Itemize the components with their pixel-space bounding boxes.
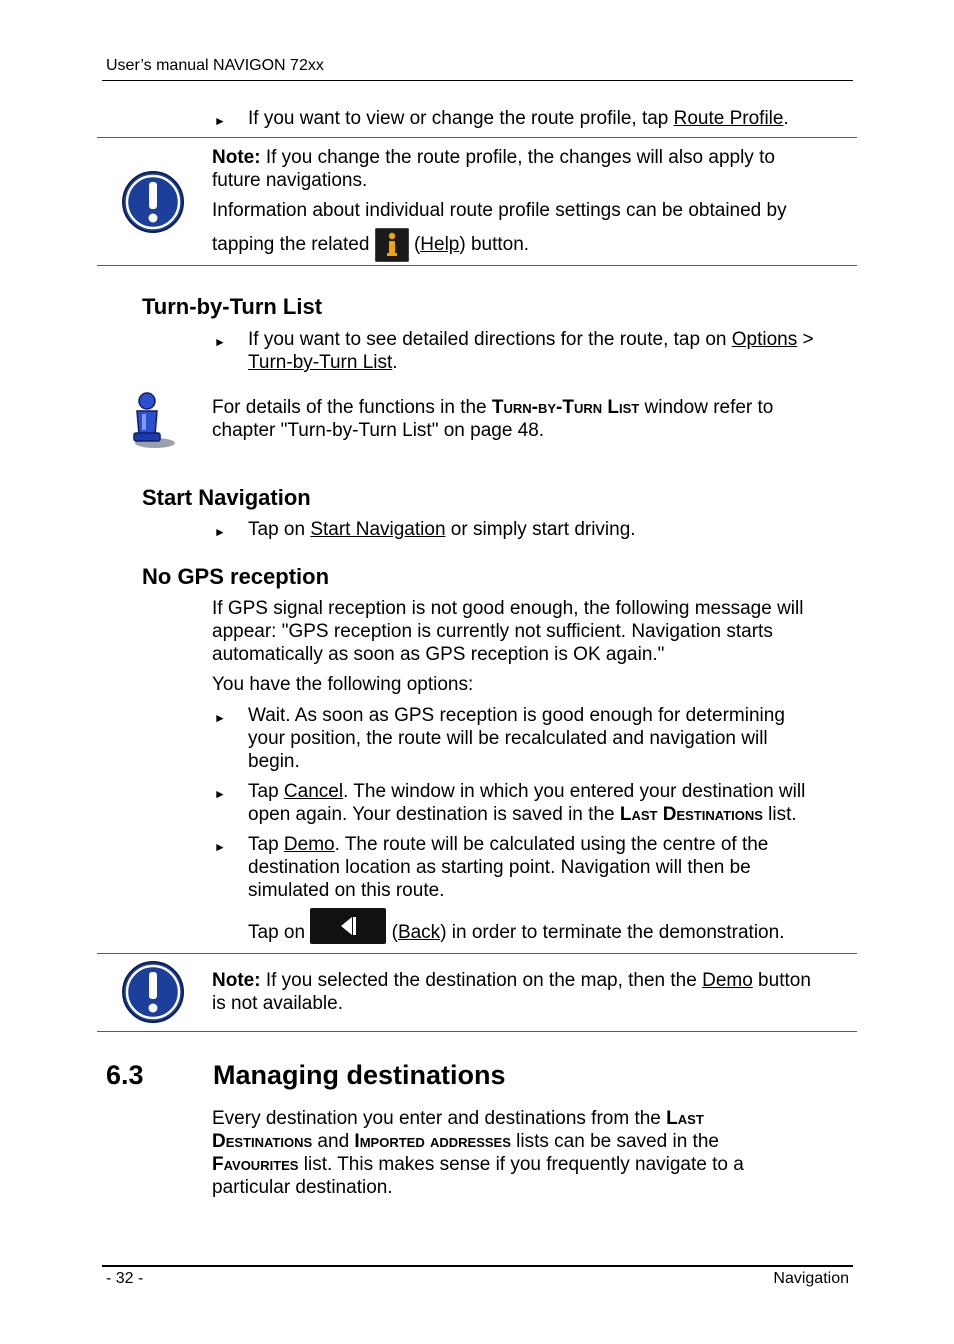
options-link[interactable]: Options bbox=[731, 329, 798, 350]
note1-text: Note: If you change the route profile, the changes will also apply to future navigations. Information about individual route profile settings can be obtained by tapping the related (Help) button. bbox=[212, 146, 787, 262]
start-navigation-heading: Start Navigation bbox=[142, 485, 311, 510]
help-info-button-icon[interactable] bbox=[375, 228, 409, 262]
page-number: - 32 - bbox=[106, 1270, 144, 1287]
triangle-bullet-icon: ► bbox=[214, 335, 226, 349]
triangle-bullet-icon: ► bbox=[214, 525, 226, 539]
note-bottom-rule bbox=[97, 265, 857, 266]
route-profile-link[interactable]: Route Profile bbox=[673, 108, 784, 129]
cancel-option: Tap Cancel. The window in which you entered your destination will open again. Your destination is saved in the Last Destinations list. bbox=[248, 781, 806, 825]
wait-option: Wait. As soon as GPS reception is good enough for determining your position, the route will be recalculated and navigation will begin. bbox=[248, 705, 785, 772]
turn-by-turn-bullet: If you want to see detailed directions for the route, tap on Options > Turn-by-Turn List. bbox=[248, 329, 814, 373]
turn-by-turn-heading: Turn-by-Turn List bbox=[142, 294, 323, 319]
no-gps-paragraph: If GPS signal reception is not good enough, the following message will appear: "GPS reception is currently not sufficient. Navigation starts automatically as soon as GPS reception is OK again." You have the following options: bbox=[212, 598, 804, 695]
section-title: Managing destinations bbox=[213, 1060, 506, 1090]
footer-section: Navigation bbox=[773, 1270, 849, 1287]
triangle-bullet-icon: ► bbox=[214, 114, 226, 128]
exclamation-icon bbox=[121, 170, 185, 234]
triangle-bullet-icon: ► bbox=[214, 840, 226, 854]
turn-by-turn-list-link[interactable]: Turn-by-Turn List bbox=[248, 352, 393, 373]
demo-link[interactable]: Demo bbox=[283, 834, 335, 855]
demo-link[interactable]: Demo bbox=[702, 970, 753, 991]
triangle-bullet-icon: ► bbox=[214, 787, 226, 801]
section-number: 6.3 bbox=[106, 1060, 144, 1090]
start-navigation-bullet: Tap on Start Navigation or simply start driving. bbox=[248, 519, 636, 540]
demo-option: Tap Demo. The route will be calculated using the centre of the destination location as starting point. Navigation will then be simulated on this route. bbox=[248, 834, 769, 901]
note-bottom-rule bbox=[97, 1031, 857, 1032]
page-header-title: User’s manual NAVIGON 72xx bbox=[106, 57, 324, 74]
back-arrow-button-icon[interactable] bbox=[310, 908, 386, 944]
route-profile-bullet: If you want to view or change the route profile, tap Route Profile. bbox=[248, 108, 789, 129]
note-top-rule bbox=[97, 137, 857, 138]
help-link[interactable]: Help bbox=[420, 234, 460, 256]
note-top-rule bbox=[97, 953, 857, 954]
turn-by-turn-info: For details of the functions in the Turn-by-Turn List window refer to chapter "Turn-by-Turn List" on page 48. bbox=[212, 397, 774, 441]
footer-rule bbox=[102, 1265, 853, 1267]
section-paragraph: Every destination you enter and destinations from the Last Destinations and Imported addresses lists can be saved in the Favourites list. This makes sense if you frequently navigate to a particular destination. bbox=[212, 1108, 744, 1198]
start-navigation-link[interactable]: Start Navigation bbox=[310, 519, 446, 540]
back-link[interactable]: Back bbox=[397, 922, 441, 943]
no-gps-heading: No GPS reception bbox=[142, 564, 330, 589]
header-rule bbox=[102, 80, 853, 81]
back-instruction: Tap on (Back) in order to terminate the demonstration. bbox=[248, 908, 784, 944]
info-figure-icon bbox=[125, 391, 177, 449]
note2-text: Note: If you selected the destination on the map, then the Demo button is not available. bbox=[212, 970, 811, 1014]
triangle-bullet-icon: ► bbox=[214, 711, 226, 725]
cancel-link[interactable]: Cancel bbox=[283, 781, 344, 802]
exclamation-icon bbox=[121, 960, 185, 1024]
